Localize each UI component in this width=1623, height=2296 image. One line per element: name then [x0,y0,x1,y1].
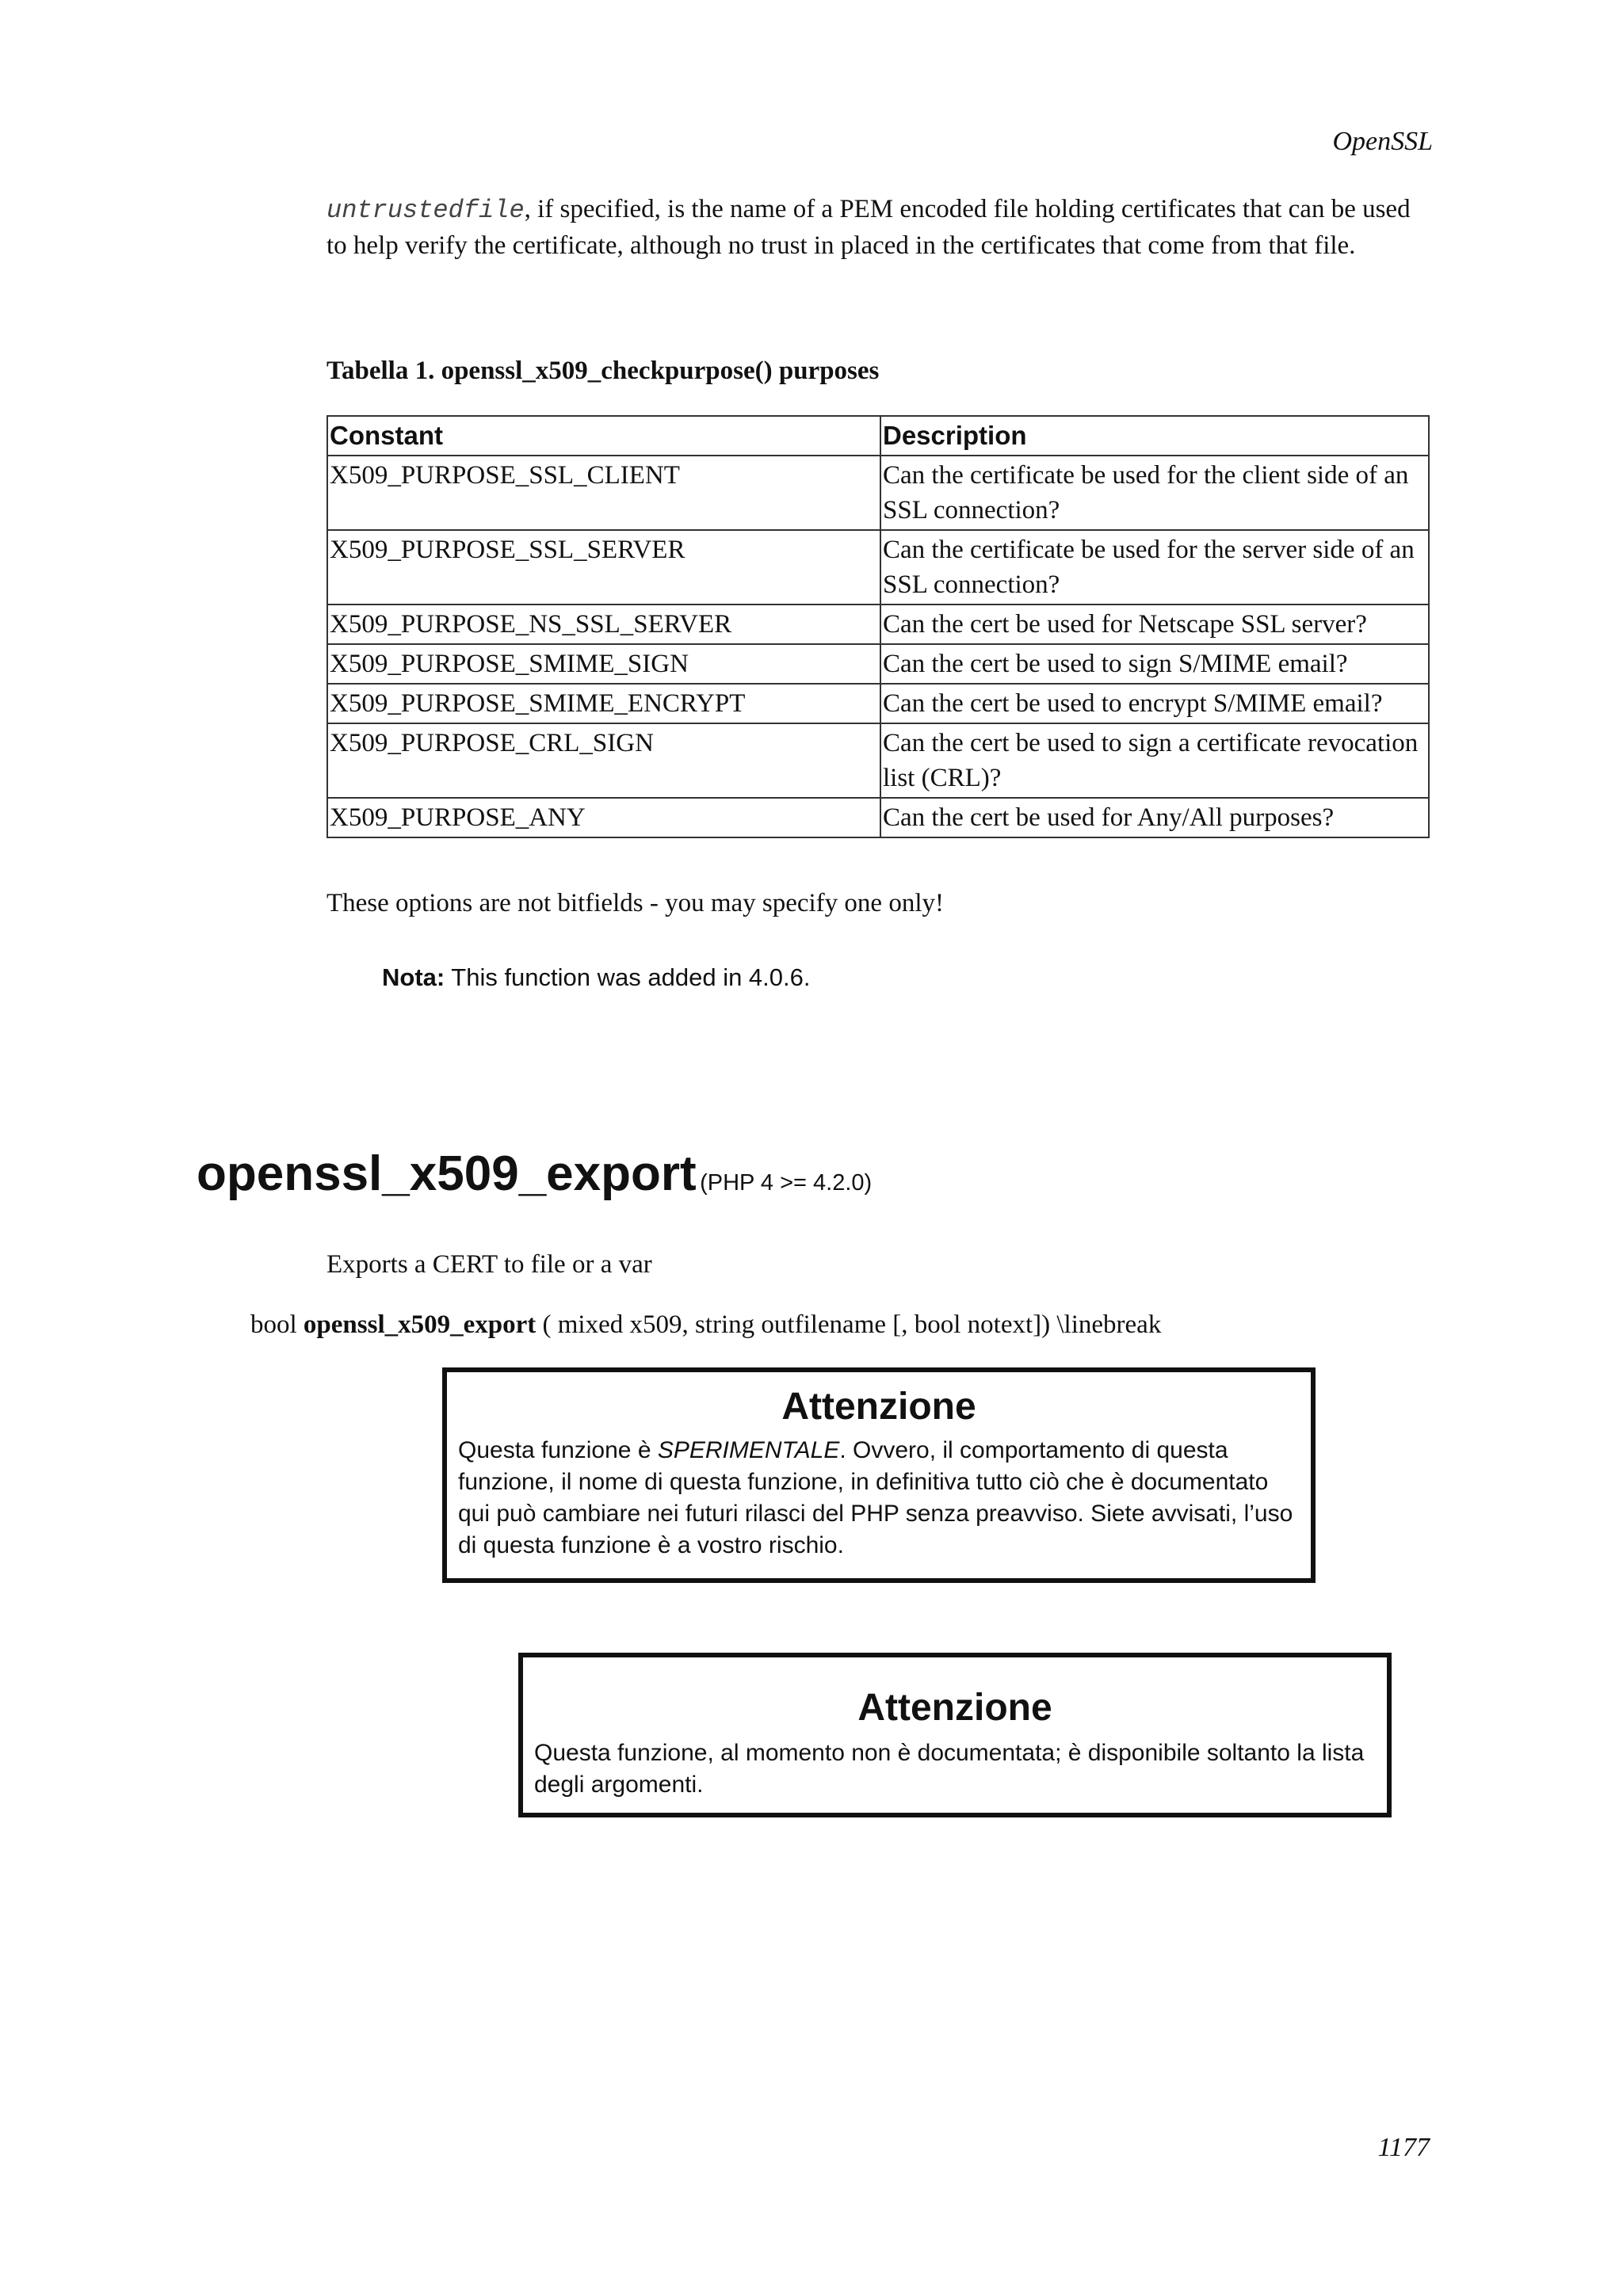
description-cell: Can the certificate be used for the server side of an SSL connection? [880,530,1429,605]
table-row [327,605,1429,644]
constant-cell: X509_PURPOSE_SMIME_SIGN [327,644,880,684]
table-row [327,644,1429,684]
nota-text: This function was added in 4.0.6. [445,963,811,991]
table-row [327,684,1429,723]
synopsis-args: ( mixed x509, string outfilename [, bool notext]) \linebreak [536,1310,1162,1339]
description-cell: Can the cert be used to encrypt S/MIME email? [880,684,1429,723]
column-header-constant: Constant [327,416,880,456]
constant-cell: X509_PURPOSE_SSL_CLIENT [327,456,880,530]
table-row [327,723,1429,798]
table-row [327,530,1429,605]
constant-cell: X509_PURPOSE_SMIME_ENCRYPT [327,684,880,723]
warning-text: Questa funzione, al momento non è documentata; è disponibile soltanto la lista degli argomenti. [534,1740,1365,1798]
table-header-row [327,416,1429,456]
warning-emphasis: SPERIMENTALE [657,1437,840,1463]
options-note: These options are not bitfields - you may specify one only! [327,889,944,917]
purposes-table [327,415,1430,838]
parameter-name: untrustedfile [327,196,525,225]
page-number: 1177 [1377,2133,1430,2162]
constant-cell: X509_PURPOSE_SSL_SERVER [327,530,880,605]
nota-note [382,963,811,992]
warning-title: Attenzione [781,1386,976,1428]
running-header: OpenSSL [1332,127,1433,156]
function-purpose: Exports a CERT to file or a var [327,1250,652,1279]
table-caption: Tabella 1. openssl_x509_checkpurpose() purposes [327,357,880,385]
warning-title: Attenzione [857,1687,1052,1729]
experimental-warning-box [442,1367,1316,1583]
column-header-description: Description [880,416,1429,456]
function-synopsis [250,1310,1161,1340]
table-row [327,798,1429,837]
nota-label: Nota: [382,963,445,991]
table-row [327,456,1429,530]
description-cell: Can the certificate be used for the client side of an SSL connection? [880,456,1429,530]
synopsis-function-name: openssl_x509_export [303,1310,537,1339]
description-cell: Can the cert be used to sign S/MIME email? [880,644,1429,684]
function-name: openssl_x509_export [197,1146,697,1201]
description-cell: Can the cert be used for Any/All purposes? [880,798,1429,837]
constant-cell: X509_PURPOSE_CRL_SIGN [327,723,880,798]
warning-text [458,1435,1300,1562]
function-heading [197,1146,872,1202]
function-version: (PHP 4 >= 4.2.0) [700,1170,873,1196]
warning-text-before: Questa funzione è [458,1437,658,1463]
warning-text-after: . Ovvero, il comportamento di questa funzione, il nome di questa funzione, in definitiva tutto ciò che è documentato qui può cambiare nei futuri rilasci del PHP senza preavviso. Siete avvisati, l’uso di questa funzione è a vostro rischio. [458,1437,1293,1558]
intro-paragraph [327,192,1420,264]
description-cell: Can the cert be used to sign a certificate revocation list (CRL)? [880,723,1429,798]
constant-cell: X509_PURPOSE_NS_SSL_SERVER [327,605,880,644]
constant-cell: X509_PURPOSE_ANY [327,798,880,837]
intro-text: , if specified, is the name of a PEM encoded file holding certificates that can be used to help verify the certificate, although no trust in placed in the certificates that come from that file. [327,195,1411,260]
undocumented-warning-box [518,1653,1392,1817]
return-type: bool [250,1310,304,1339]
description-cell: Can the cert be used for Netscape SSL server? [880,605,1429,644]
